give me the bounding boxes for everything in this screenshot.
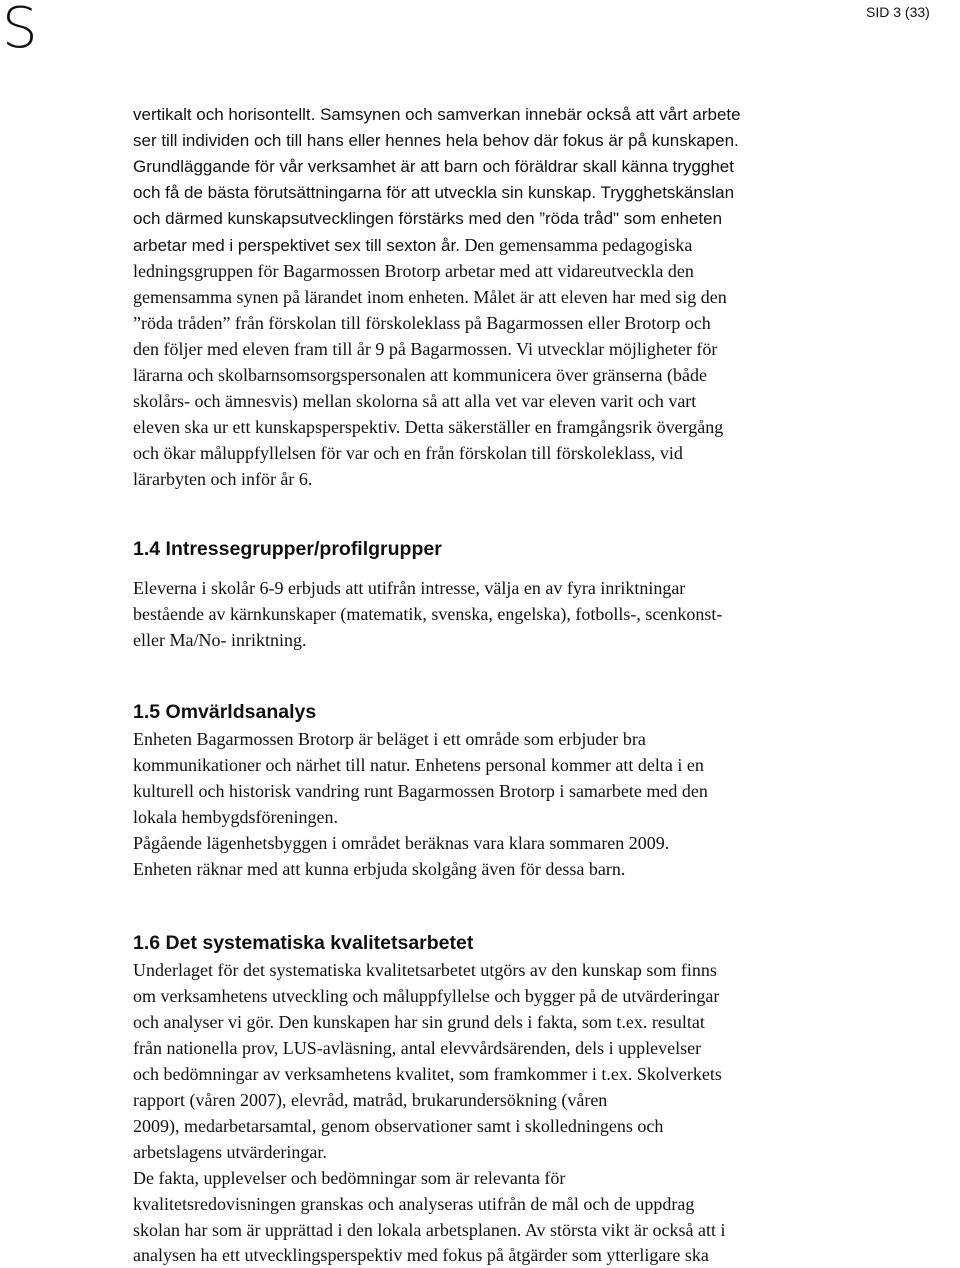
text-line: arbetslagens utvärderingar. [133,1142,327,1162]
text-line: vertikalt och horisontellt. Samsynen och samverkan innebär också att vårt arbete [133,105,741,124]
text-line: Underlaget för det systematiska kvalitetsarbetet utgörs av den kunskap som finns [133,960,717,980]
text-line: kulturell och historisk vandring runt Bagarmossen Brotorp i samarbete med den [133,781,708,801]
text-line: skolan har som är upprättad i den lokala arbetsplanen. Av största vikt är också att i [133,1220,726,1240]
section-heading-1-6: 1.6 Det systematiska kvalitetsarbetet [133,932,474,954]
logo: S [2,0,38,61]
text-line: lärarbyten och inför år 6. [133,469,313,489]
text-line: Grundläggande för vår verksamhet är att barn och föräldrar skall känna trygghet [133,157,734,176]
text-line [133,232,692,258]
text-line: ”röda tråden” från förskolan till förskoleklass på Bagarmossen eller Brotorp och [133,313,711,333]
text-line: skolårs- och ämnesvis) mellan skolorna så att alla vet var eleven varit och vart [133,391,697,411]
text-span: Den gemensamma pedagogiska [459,235,693,255]
text-line: Enheten Bagarmossen Brotorp är beläget i ett område som erbjuder bra [133,729,646,749]
text-line: Enheten räknar med att kunna erbjuda skolgång även för dessa barn. [133,859,626,879]
text-line: ledningsgruppen för Bagarmossen Brotorp arbetar med att vidareutveckla den [133,261,694,281]
text-line: om verksamhetens utveckling och måluppfyllelse och bygger på de utvärderingar [133,986,720,1006]
text-line: från nationella prov, LUS-avläsning, antal elevvårdsärenden, dels i upplevelser [133,1038,702,1058]
text-line: ser till individen och till hans eller hennes hela behov där fokus är på kunskapen. [133,131,739,150]
text-line: den följer med eleven fram till år 9 på Bagarmossen. Vi utvecklar möjligheter för [133,339,718,359]
text-span: arbetar med i perspektivet sex till sexton år. [133,236,460,255]
text-line: De fakta, upplevelser och bedömningar som är relevanta för [133,1168,566,1188]
section-heading-1-5: 1.5 Omvärldsanalys [133,701,317,723]
text-line: och få de bästa förutsättningarna för att utveckla sin kunskap. Trygghetskänslan [133,183,735,202]
text-line: analysen ha ett utvecklingsperspektiv med fokus på åtgärder som ytterligare ska [133,1245,709,1265]
text-line: eller Ma/No- inriktning. [133,630,307,650]
text-line: lokala hembygdsföreningen. [133,807,338,827]
text-line: och bedömningar av verksamhetens kvalitet, som framkommer i t.ex. Skolverkets [133,1064,722,1084]
text-line: kvalitetsredovisningen granskas och analyseras utifrån de mål och de uppdrag [133,1194,695,1214]
text-line: och därmed kunskapsutvecklingen förstärks med den ”röda tråd" som enheten [133,209,723,228]
text-line: och analyser vi gör. Den kunskapen har sin grund dels i fakta, som t.ex. resultat [133,1012,705,1032]
text-line: Pågående lägenhetsbyggen i området beräknas vara klara sommaren 2009. [133,833,670,853]
text-line: eleven ska ur ett kunskapsperspektiv. Detta säkerställer en framgångsrik övergång [133,417,724,437]
text-line: 2009), medarbetarsamtal, genom observationer samt i skolledningens och [133,1116,664,1136]
text-line: kommunikationer och närhet till natur. Enhetens personal kommer att delta i en [133,755,704,775]
section-heading-1-4: 1.4 Intressegrupper/profilgrupper [133,538,442,560]
text-line: bestående av kärnkunskaper (matematik, svenska, engelska), fotbolls-, scenkonst- [133,604,723,624]
text-line: och ökar måluppfyllelsen för var och en från förskolan till förskoleklass, vid [133,443,683,463]
text-line: lärarna och skolbarnsomsorgspersonalen att kommunicera över gränserna (både [133,365,707,385]
text-line: gemensamma synen på lärandet inom enheten. Målet är att eleven har med sig den [133,287,727,307]
text-line: Eleverna i skolår 6-9 erbjuds att utifrån intresse, välja en av fyra inriktningar [133,578,686,598]
text-line: rapport (våren 2007), elevråd, matråd, brukarundersökning (våren [133,1090,608,1110]
page-number: SID 3 (33) [866,4,930,20]
